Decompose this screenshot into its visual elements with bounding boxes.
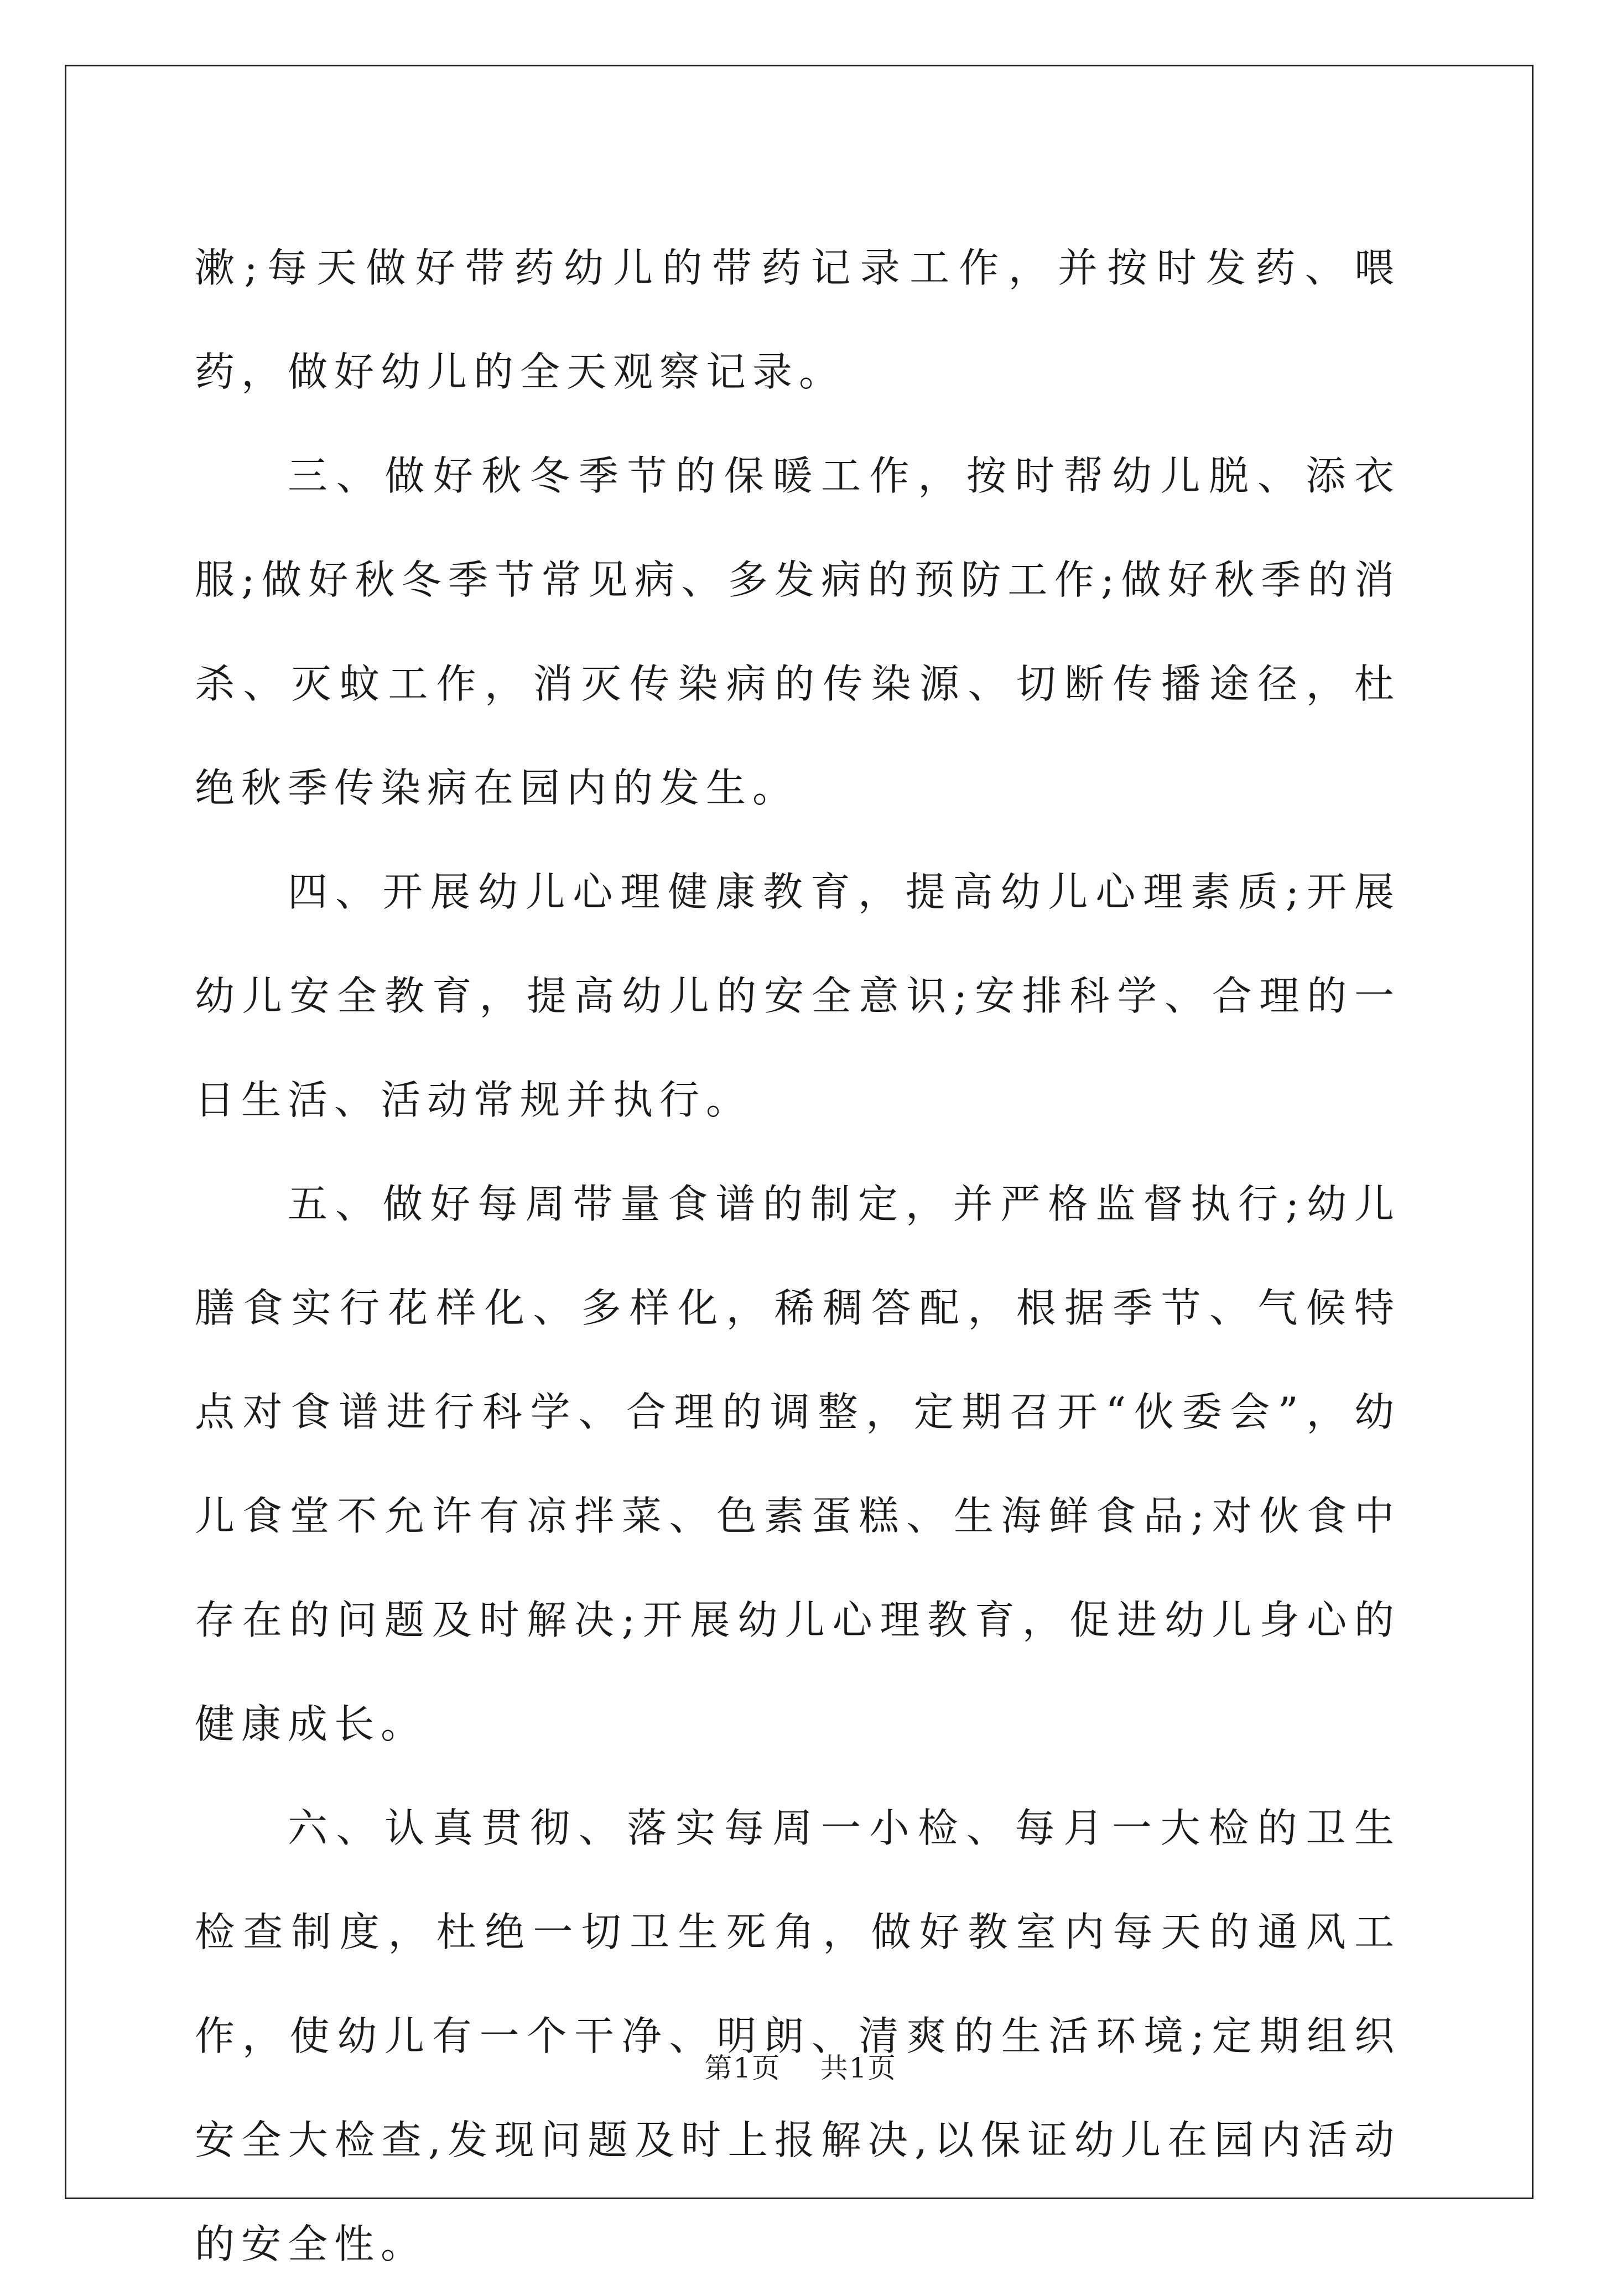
paragraph-medication: 漱;每天做好带药幼儿的带药记录工作，并按时发药、喂药，做好幼儿的全天观察记录。	[195, 245, 1401, 395]
page-number: 第1页	[704, 2052, 781, 2084]
page-total: 共1页	[820, 2052, 897, 2084]
paragraph-section-4: 四、开展幼儿心理健康教育，提高幼儿心理素质;开展幼儿安全教育，提高幼儿的安全意识;安排科学、合理的一日生活、活动常规并执行。	[195, 869, 1401, 1123]
paragraph-section-5: 五、做好每周带量食谱的制定，并严格监督执行;幼儿膳食实行花样化、多样化，稀稠答配，根据季节、气候特点对食谱进行科学、合理的调整，定期召开“伙委会”，幼儿食堂不允许有凉拌菜、色素蛋糕、生海鲜食品;对伙食中存在的问题及时解决;开展幼儿心理教育，促进幼儿身心的健康成长。	[195, 1181, 1401, 1747]
paragraph-section-6: 六、认真贯彻、落实每周一小检、每月一大检的卫生检查制度，杜绝一切卫生死角，做好教室内每天的通风工作，使幼儿有一个干净、明朗、清爽的生活环境;定期组织安全大检查,发现问题及时上报解决,以保证幼儿在园内活动的安全性。	[195, 1805, 1401, 2267]
paragraph-section-3: 三、做好秋冬季节的保暖工作，按时帮幼儿脱、添衣服;做好秋冬季节常见病、多发病的预防工作;做好秋季的消杀、灭蚊工作，消灭传染病的传染源、切断传播途径，杜绝秋季传染病在园内的发生。	[195, 453, 1401, 811]
document-body	[195, 216, 1401, 2296]
page-footer	[0, 2051, 1601, 2085]
